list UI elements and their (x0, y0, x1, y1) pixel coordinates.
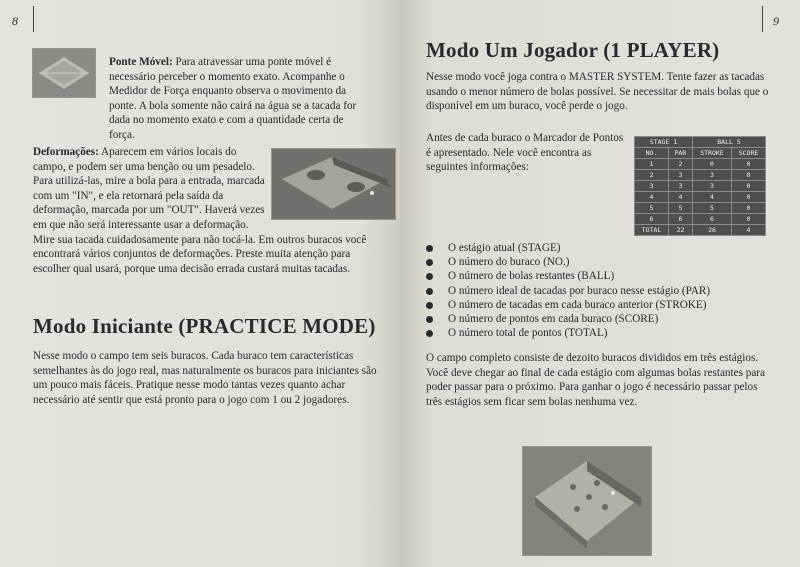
cell: 3 (669, 181, 693, 192)
list-item: O número ideal de tacadas por buraco nesse estágio (PAR) (426, 284, 776, 298)
bridge-text: Para atravessar uma ponte móvel é necessário perceber o momento exato. Acompanhe o Medidor de Força enquanto observa o movimento da ponte. A bola somente não cairá na água se a tacada for dada no momento exato e com a quantidade certa de força. (109, 56, 357, 141)
cell: 6 (635, 214, 669, 225)
cell: 0 (692, 159, 731, 170)
bridge-section (109, 55, 371, 143)
cell: 0 (731, 159, 765, 170)
column-header: NO. (635, 148, 669, 159)
deformations-section (33, 145, 389, 276)
cell: 4 (669, 192, 693, 203)
cell: 3 (692, 181, 731, 192)
info-list (426, 241, 776, 340)
ball-label: BALL 5 (692, 137, 765, 148)
table-row (635, 170, 766, 181)
deformations-text: Aparecem em vários locais do campo, e podem ser uma benção ou um pesadelo. Para utilizá-las, mire a bola para a entrada, marcada com um "IN", e ela retornará pela saída da deformação, marcada por um "OUT". Haverá vezes em que não será interessante usar a deformação. Mire sua tacada cuidadosamente para não tocá-la. Em outros buracos você encontrará vários conjuntos de deformações. Preste muita atenção para escolher qual usará, porque uma decisão errada custará muitas tacadas. (33, 146, 367, 275)
scorecard-columns-row (635, 148, 766, 159)
column-header: STROKE (692, 148, 731, 159)
cell: 0 (731, 170, 765, 181)
list-item: O número total de pontos (TOTAL) (426, 326, 776, 340)
closing-text: O campo completo consiste de dezoito buracos divididos em três estágios. Você deve chegar ao final de cada estágio com algumas bolas restantes para poder passar para o próximo. Para ganhar o jogo é necessário passar pelos três estágios sem ficar sem bolas nenhuma vez. (426, 352, 765, 408)
total-row (635, 225, 766, 236)
one-player-heading: Modo Um Jogador (1 PLAYER) (426, 38, 720, 62)
cell: 4 (731, 225, 765, 236)
cell: 6 (669, 214, 693, 225)
table-row (635, 159, 766, 170)
cell: 0 (731, 181, 765, 192)
course-overview-illustration (522, 446, 652, 556)
right-page (400, 0, 800, 567)
cell: 6 (692, 214, 731, 225)
page-margin-rule (762, 6, 763, 32)
table-row (635, 203, 766, 214)
page-number: 9 (773, 14, 779, 28)
cell: 5 (669, 203, 693, 214)
deformations-term: Deformações: (33, 146, 99, 158)
list-item: O número de pontos em cada buraco (SCORE) (426, 312, 776, 326)
cell: 5 (635, 203, 669, 214)
cell: 2 (635, 170, 669, 181)
table-row (635, 214, 766, 225)
cell: 0 (731, 214, 765, 225)
list-item: O número do buraco (NO.) (426, 255, 776, 269)
practice-heading: Modo Iniciante (PRACTICE MODE) (33, 314, 376, 338)
scorecard-table (634, 136, 766, 236)
cell: 0 (731, 203, 765, 214)
table-row (635, 192, 766, 203)
cell: 5 (692, 203, 731, 214)
list-item: O estágio atual (STAGE) (426, 241, 776, 255)
cell: 3 (669, 170, 693, 181)
scorecard-intro: Antes de cada buraco o Marcador de Pontos é apresentado. Nele você encontra as seguintes informações: (426, 132, 624, 174)
cell: 4 (692, 192, 731, 203)
cell: 2 (669, 159, 693, 170)
list-item: O número de bolas restantes (BALL) (426, 269, 776, 283)
cell: 26 (692, 225, 731, 236)
list-item: O número de tacadas em cada buraco anterior (STROKE) (426, 298, 776, 312)
scorecard-header-row (635, 137, 766, 148)
cell: TOTAL (635, 225, 669, 236)
page-margin-rule (33, 6, 34, 32)
table-row (635, 181, 766, 192)
practice-text: Nesse modo o campo tem seis buracos. Cada buraco tem características semelhantes às do jogo real, mas naturalmente os buracos para iniciantes são um pouco mais fáceis. Pratique nesse modo tantas vezes quanto achar necessário até sentir que está pronto para o jogo com 1 ou 2 jogadores. (33, 350, 377, 406)
stage-label: STAGE 1 (635, 137, 693, 148)
cell: 4 (635, 192, 669, 203)
page-number: 8 (12, 14, 18, 28)
cell: 1 (635, 159, 669, 170)
column-header: PAR (669, 148, 693, 159)
column-header: SCORE (731, 148, 765, 159)
cell: 22 (669, 225, 693, 236)
cell: 3 (692, 170, 731, 181)
cell: 0 (731, 192, 765, 203)
moving-bridge-illustration (32, 48, 96, 98)
cell: 3 (635, 181, 669, 192)
bridge-term: Ponte Móvel: (109, 56, 173, 68)
one-player-intro: Nesse modo você joga contra o MASTER SYSTEM. Tente fazer as tacadas usando o menor número de bolas possível. Se necessitar de mais bolas que o disponível em um buraco, você perde o jogo. (426, 71, 769, 113)
